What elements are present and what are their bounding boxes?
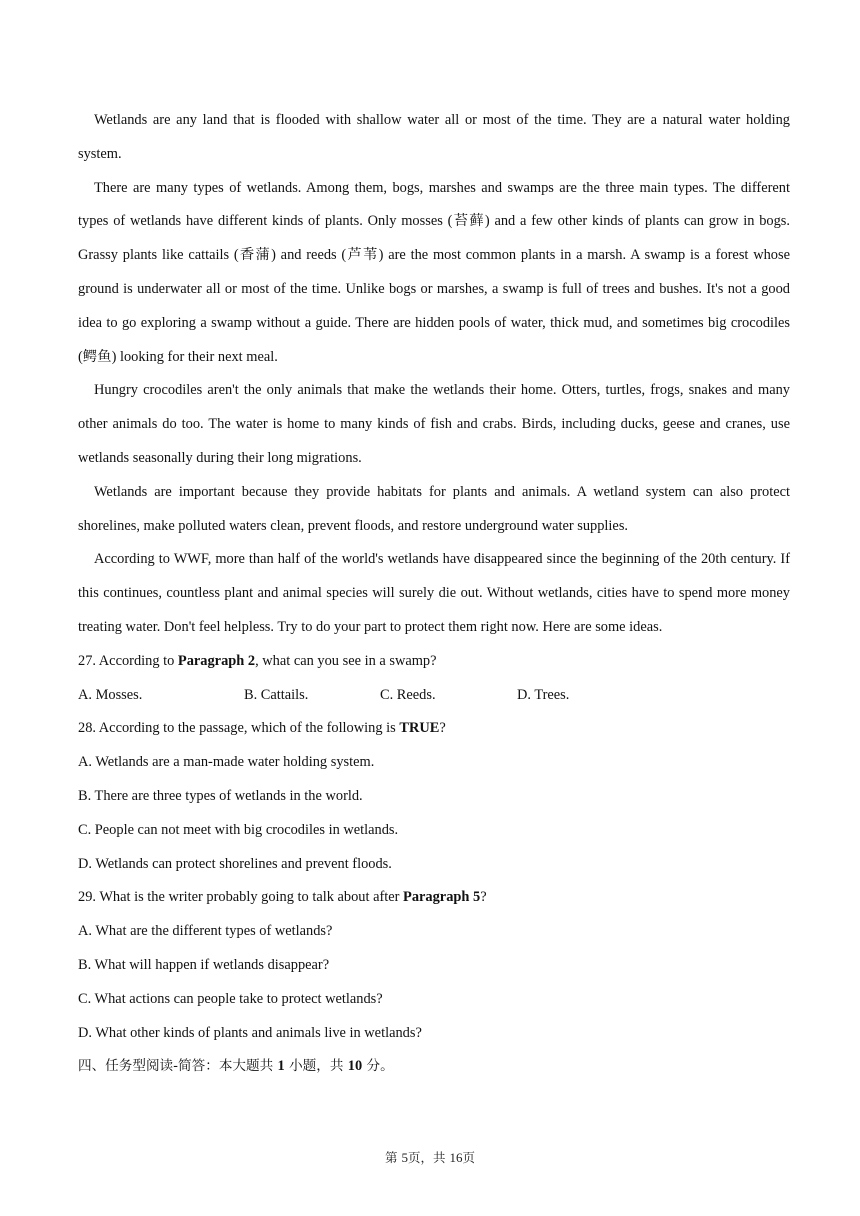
paragraph-4: Wetlands are important because they provide habitats for plants and animals. A wetland system can also protect shorelines, make polluted waters clean, prevent floods, and restore underground water supplies.	[78, 483, 790, 534]
paragraph-1: Wetlands are any land that is flooded with shallow water all or most of the time. They are a natural water holding system.	[78, 112, 790, 162]
option-b: B. There are three types of wetlands in the world.	[78, 787, 363, 804]
question-28: 28. According to the passage, which of the following is TRUE?	[78, 720, 446, 737]
option-d: D. What other kinds of plants and animals live in wetlands?	[78, 1024, 422, 1041]
section-heading: 四、任务型阅读-简答：本大题共 1 小题，共 10 分。	[78, 1058, 394, 1075]
option-a: A. Wetlands are a man-made water holding system.	[78, 754, 375, 771]
option-c: C. People can not meet with big crocodiles in wetlands.	[78, 821, 399, 838]
option-c: C. Reeds.	[380, 686, 436, 703]
option-b: B. Cattails.	[244, 686, 309, 703]
page-content	[78, 104, 790, 1084]
option-a: A. What are the different types of wetlands?	[78, 923, 333, 940]
paragraph-3: Hungry crocodiles aren't the only animals that make the wetlands their home. Otters, turtles, frogs, snakes and many other animals do too. The water is home to many kinds of fish and crabs. Birds, including ducks, geese and cranes, use wetlands seasonally during their long migrations.	[78, 382, 790, 466]
option-d: D. Trees.	[517, 686, 570, 703]
option-c: C. What actions can people take to protect wetlands?	[78, 990, 383, 1007]
page-footer: 第 5页，共 16页	[385, 1150, 475, 1165]
paragraph-2: There are many types of wetlands. Among them, bogs, marshes and swamps are the three main types. The different types of wetlands have different kinds of plants. Only mosses (苔藓) and a few other kinds of plants can grow in bogs. Grassy plants like cattails (香蒲) and reeds (芦苇) are the most common plants in a marsh. A swamp is a forest whose ground is underwater all or most of the time. Unlike bogs or marshes, a swamp is full of trees and bushes. It's not a good idea to go exploring a swamp without a guide. There are hidden pools of water, thick mud, and sometimes big crocodiles (鳄鱼) looking for their next meal.	[78, 179, 790, 365]
option-d: D. Wetlands can protect shorelines and prevent floods.	[78, 855, 392, 872]
option-b: B. What will happen if wetlands disappear?	[78, 956, 330, 973]
question-27-options	[78, 679, 790, 713]
paragraph-5: According to WWF, more than half of the world's wetlands have disappeared since the beginning of the 20th century. If this continues, countless plant and animal species will surely die out. Without wetlands, cities have to spend more money treating water. Don't feel helpless. Try to do your part to protect them right now. Here are some ideas.	[78, 551, 790, 635]
option-a: A. Mosses.	[78, 686, 143, 703]
question-27: 27. According to Paragraph 2, what can you see in a swamp?	[78, 652, 437, 669]
question-29: 29. What is the writer probably going to talk about after Paragraph 5?	[78, 889, 487, 906]
